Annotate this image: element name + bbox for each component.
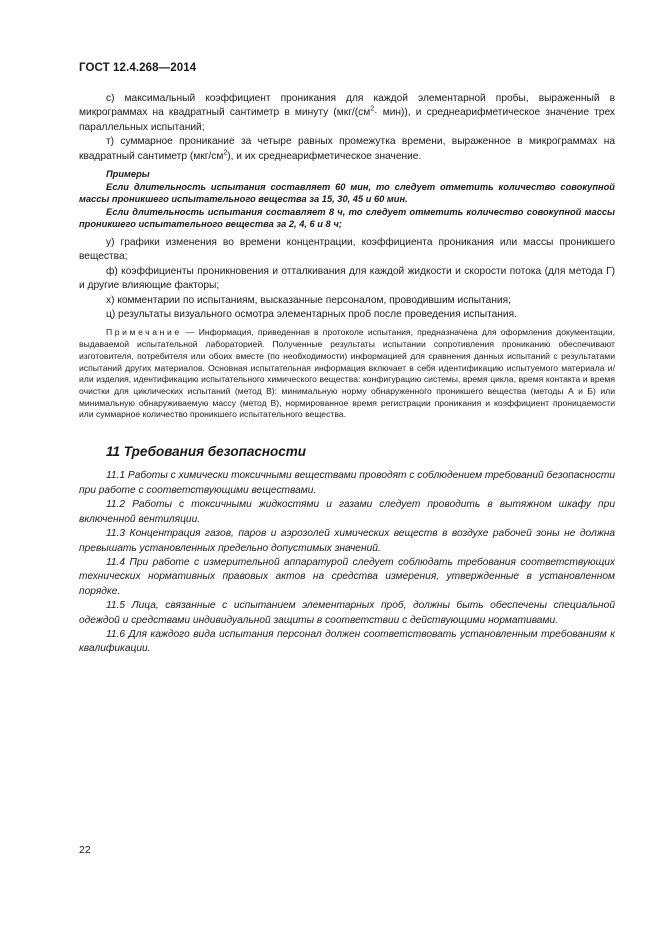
example-line: Если длительность испытания составляет 8 ч, то следует отметить количество совокупной массы проникшего испытательного вещества за 2, 4, 6 и 8 ч; [79, 206, 615, 230]
note-block [79, 327, 615, 421]
page-content [79, 92, 615, 657]
page-number: 22 [79, 844, 91, 856]
list-item-t [79, 135, 615, 164]
list-item: у) графики изменения во времени концентрации, коэффициента проникания или массы проникшего вещества; [79, 237, 615, 263]
examples-block [79, 168, 615, 231]
list-item-t-text-b: ), и их среднеарифметическое значение. [227, 150, 422, 162]
list-item-t-text-a: т) суммарное проникание за четыре равных промежутка времени, выраженное в микрограммах на квадратный сантиметр (мкг/см [79, 136, 615, 162]
section-11 [79, 469, 615, 656]
list-item: ц) результаты визуального осмотра элементарных проб после проведения испытания. [106, 309, 517, 321]
document-header: ГОСТ 12.4.268—2014 [79, 62, 197, 74]
note-paragraph [79, 327, 615, 421]
example-line: Если длительность испытания составляет 60 мин, то следует отметить количество совокупной массы проникшего испытательного вещества за 15, 30, 45 и 60 мин. [79, 181, 615, 205]
list-item-s [79, 92, 615, 135]
superscript: 2 [223, 149, 228, 157]
list-item: х) комментарии по испытаниям, высказанные персоналом, проводившим испытания; [106, 294, 512, 306]
note-text: — Информация, приведенная в протоколе испытания, предназначена для оформления документации, выдаваемой испытательной лабораторией. Полученные результаты испытании сопротивления прониканию обеспечивают изготовителя, потребителя или обоих вместе (по необходимости) информацией для сравнения данных испытаний с результатами испытаний других материалов. Основная испытательная информация включает в себя идентификацию испытуемого материала и/или изделия, идентификацию испытательного химического вещества: конфигурацию системы, время цикла, время контакта и время очистки для циклических испытаний (метод В): минимальную норму обнаруженного проникшего вещества (методы А и Б) или минимальную обнаруживаемую массу (метод В), нормированное время регистрации проникания и коэффициент проницаемости или суммарное количество проникшего испытательного вещества. [79, 327, 615, 420]
examples-heading: Примеры [106, 169, 150, 180]
clause-11-5: 11.5 Лица, связанные с испытанием элементарных проб, должны быть обеспечены специальной одеждой и средствами индивидуальной защиты в соответствии с действующими нормативами. [79, 600, 615, 626]
clause-11-4: 11.4 При работе с измерительной аппаратурой следует соблюдать требования соответствующих технических нормативных правовых актов на средства измерения, утвержденные в установленном порядке. [79, 556, 615, 597]
list-block [79, 236, 615, 322]
list-item-s-text-a: с) максимальный коэффициент проникания для каждой элементарной пробы, выраженный в микрограммах на квадратный сантиметр в минуту (мкг/(см [79, 93, 615, 119]
list-item-s-text-b: · мин)), и среднеарифметическое значение трех параллельных испытаний; [79, 107, 615, 133]
clause-11-1: 11.1 Работы с химически токсичными веществами проводят с соблюдением требований безопасности при работе с соответствующими веществами. [79, 470, 615, 496]
superscript: 2 [370, 106, 375, 114]
clause-11-6: 11.6 Для каждого вида испытания персонал должен соответствовать установленным требованиям к квалификации. [79, 628, 615, 655]
list-item: ф) коэффициенты проникновения и отталкивания для каждой жидкости и скорости потока (для метода Г) и другие влияющие факторы; [79, 265, 615, 292]
clause-11-3: 11.3 Концентрация газов, паров и аэрозолей химических веществ в воздухе рабочей зоны не должна превышать установленных предельно допустимых значений. [79, 528, 615, 554]
section-title: 11 Требования безопасности [106, 444, 307, 460]
note-label: Примечание [106, 327, 182, 338]
clause-11-2: 11.2 Работы с токсичными жидкостями и газами следует проводить в вытяжном шкафу при включенной вентиляции. [79, 499, 615, 525]
